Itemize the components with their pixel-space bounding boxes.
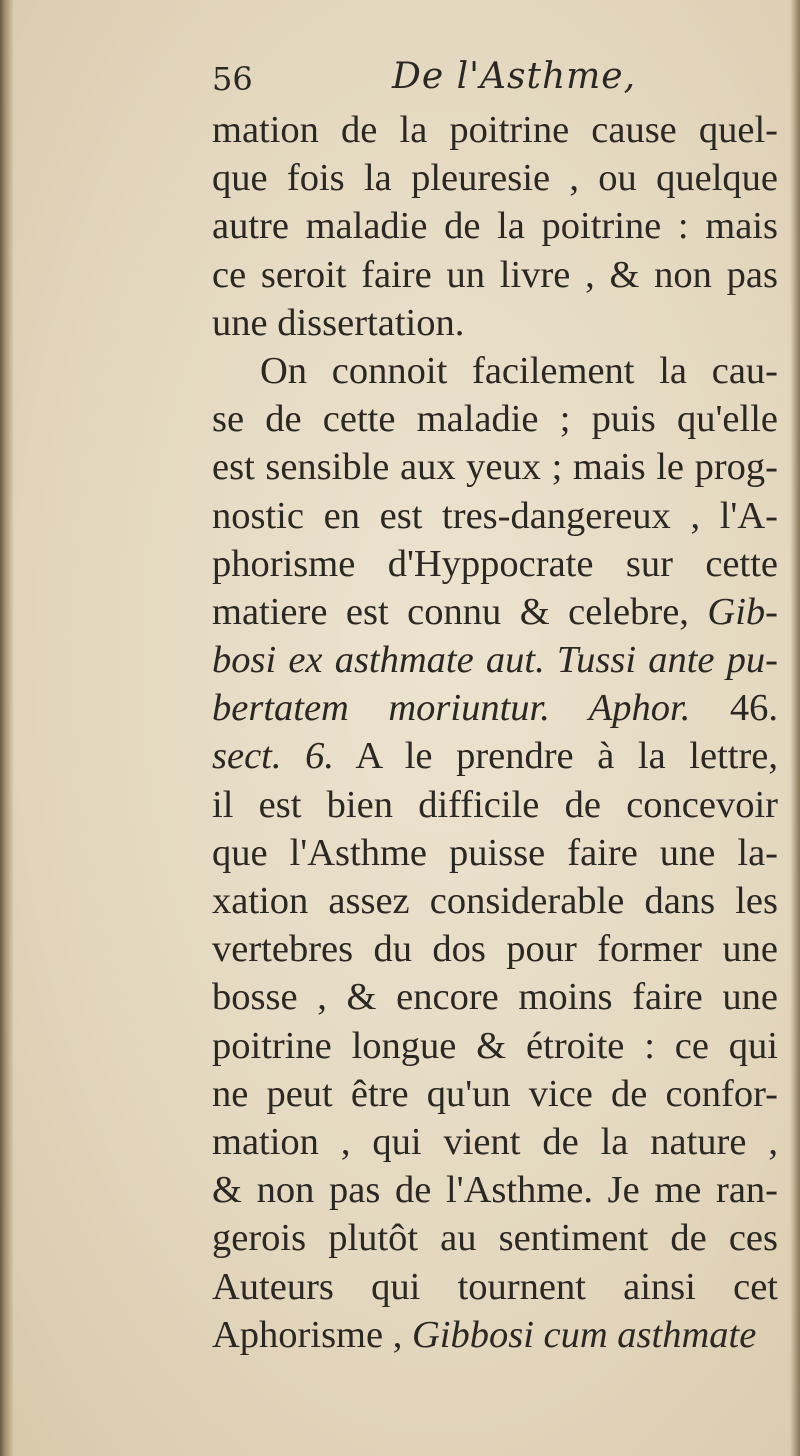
text-segment: mation , qui vient de la nature , [212,1120,778,1163]
text-line [212,1263,778,1311]
text-line [212,1022,778,1070]
text-line [212,973,778,1021]
text-segment: il est bien difficile de concevoir [212,783,778,826]
text-segment: nostic en est tres-dangereux , l'A- [212,494,778,537]
italic-text: bosi ex asthmate aut. Tussi ante pu- [212,639,778,682]
text-segment: matiere est connu & celebre, [212,590,708,633]
text-line [212,1311,778,1359]
text-segment: que fois la pleuresie , ou quelque [212,157,778,200]
text-line [212,1166,778,1214]
text-line [212,636,778,684]
text-segment: & non pas de l'Asthme. Je me ran- [212,1169,778,1212]
text-line [212,829,778,877]
body-text [212,106,778,1359]
text-line [212,540,778,588]
text-segment: xation assez considerable dans les [212,880,778,922]
italic-text: bertatem moriuntur. Aphor. [212,687,730,730]
text-segment: une dissertation. [212,301,465,344]
text-line [212,925,778,973]
text-line [212,1214,778,1262]
text-segment: On connoit facilement la cau- [260,349,778,392]
text-line [212,492,778,540]
text-line [212,395,778,443]
text-segment: 46. [729,687,778,730]
text-line [212,588,778,636]
text-segment: que l'Asthme puisse faire une la- [212,831,778,874]
text-segment: ne peut être qu'un vice de confor- [212,1072,778,1115]
text-line [212,347,778,395]
text-segment: mation de la poitrine cause quel- [212,109,778,151]
text-segment: vertebres du dos pour former une [212,928,778,971]
page-number: 56 [212,60,253,98]
text-segment: ce seroit faire un livre , & non pas [212,253,778,296]
page-header [212,56,772,108]
italic-text: Gibbosi cum asthmate [411,1313,757,1356]
text-line [212,251,778,299]
text-segment: se de cette maladie ; puis qu'elle [212,398,778,441]
italic-text: Gib- [707,590,778,633]
text-segment: Auteurs qui tournent ainsi cet [212,1265,778,1308]
text-line [212,106,778,154]
text-line [212,877,778,925]
text-segment: poitrine longue & étroite : ce qui [212,1024,778,1067]
running-head: De l'Asthme, [392,56,637,97]
text-line [212,154,778,202]
text-line [212,443,778,491]
text-segment: bosse , & encore moins faire une [212,976,778,1019]
text-segment: est sensible aux yeux ; mais le prog- [212,446,778,489]
text-segment: gerois plutôt au sentiment de ces [212,1217,778,1260]
text-segment: Aphorisme , [212,1313,412,1356]
italic-text: sect. 6. [212,735,334,778]
text-line [212,1070,778,1118]
text-line [212,684,778,732]
text-line [212,732,778,780]
text-line [212,781,778,829]
text-segment: phorisme d'Hyppocrate sur cette [212,542,778,585]
text-segment: A le prendre à la lettre, [333,735,778,778]
text-line [212,202,778,250]
text-segment: autre maladie de la poitrine : mais [212,205,778,248]
text-line [212,1118,778,1166]
text-line [212,299,778,347]
